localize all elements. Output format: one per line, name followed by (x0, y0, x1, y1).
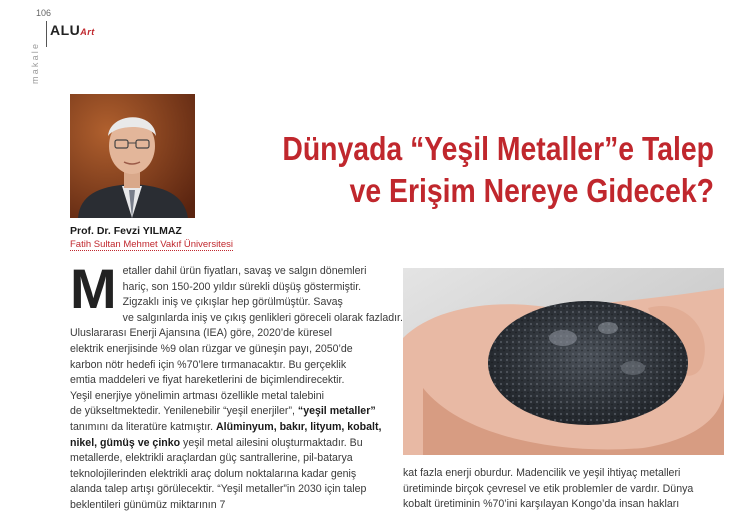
bold-metal-list: Alüminyum, bakır, lityum, kobalt, nikel, gümüş ve çinko (70, 420, 382, 449)
body-text-segment: yeşil metal ailesini oluşturmaktadır. Bu metallerde, elektrikli araçlardan güç santrallerine, pil-batarya teknolojilerinden elektrikli araç dolum noktalarına kadar geniş alanda talep artışı görülecektir. “Yeşil metaller”in 2030 için talep beklentileri günümüz miktarının 7 (70, 436, 367, 511)
body-line: kat fazla enerji oburdur. Madencilik ve yeşil ihtiyaç metalleri (403, 467, 681, 479)
logo-divider (46, 21, 47, 47)
body-line: etaller dahil ürün fiyatları, savaş ve salgın dönemleri (122, 265, 367, 277)
logo-main-text: ALU (50, 22, 81, 38)
article-body-column-2 (403, 466, 725, 513)
body-line: hariç, son 150-200 yıldır sürekli düşüş göstermiştir. (122, 280, 362, 293)
body-line-text: de yükseltmektedir. Yenilenebilir “yeşil enerjiler”, (70, 405, 295, 418)
body-line: üretiminde birçok çevresel ve etik problemler de vardır. Dünya (403, 482, 694, 495)
article-title (267, 128, 714, 212)
drop-cap: M (70, 257, 117, 320)
body-line: emtia maddeleri ve fiyat hareketlerini de biçimlendirecektir. (70, 374, 345, 387)
logo-accent-text: Art (80, 27, 95, 37)
body-line: Uluslararası Enerji Ajansına (IEA) göre, 2020’de küresel (70, 327, 333, 340)
author-name: Prof. Dr. Fevzi YILMAZ (70, 225, 182, 237)
body-text-segment: tanımını da literatüre katmıştır. (70, 420, 217, 433)
body-line: elektrik enerjisinde %9 olan rüzgar ve güneşin payı, 2050’de (70, 342, 353, 355)
body-line: ve salgınlarda iniş ve çıkış genlikleri göreceli olarak fazladır. (122, 311, 403, 324)
body-line: Yeşil enerjiye yönelimin artması özellikle metal talebini (70, 389, 324, 402)
article-body-column-1 (70, 257, 403, 514)
magazine-logo (50, 22, 95, 38)
bold-term-green-metals: “yeşil metaller” (297, 405, 376, 418)
body-line (70, 404, 388, 420)
ore-in-hand-photo (403, 268, 724, 455)
body-line: Zigzaklı iniş ve çıkışlar hep görülmüştür. Savaş (122, 296, 343, 309)
body-line: karbon nötr hedefi için %70’lere tırmanacaktır. Bu gerçeklik (70, 358, 347, 371)
page-number: 106 (36, 8, 52, 18)
title-line-1: Dünyada “Yeşil Metaller”e Talep (282, 130, 714, 167)
author-photo (70, 94, 195, 218)
section-label: makale (30, 41, 40, 84)
title-line-2: ve Erişim Nereye Gidecek? (349, 172, 714, 209)
author-affiliation[interactable]: Fatih Sultan Mehmet Vakıf Üniversitesi (70, 239, 233, 250)
body-line: kobalt üretiminin %70’ini karşılayan Kongo’da insan hakları (403, 498, 680, 511)
